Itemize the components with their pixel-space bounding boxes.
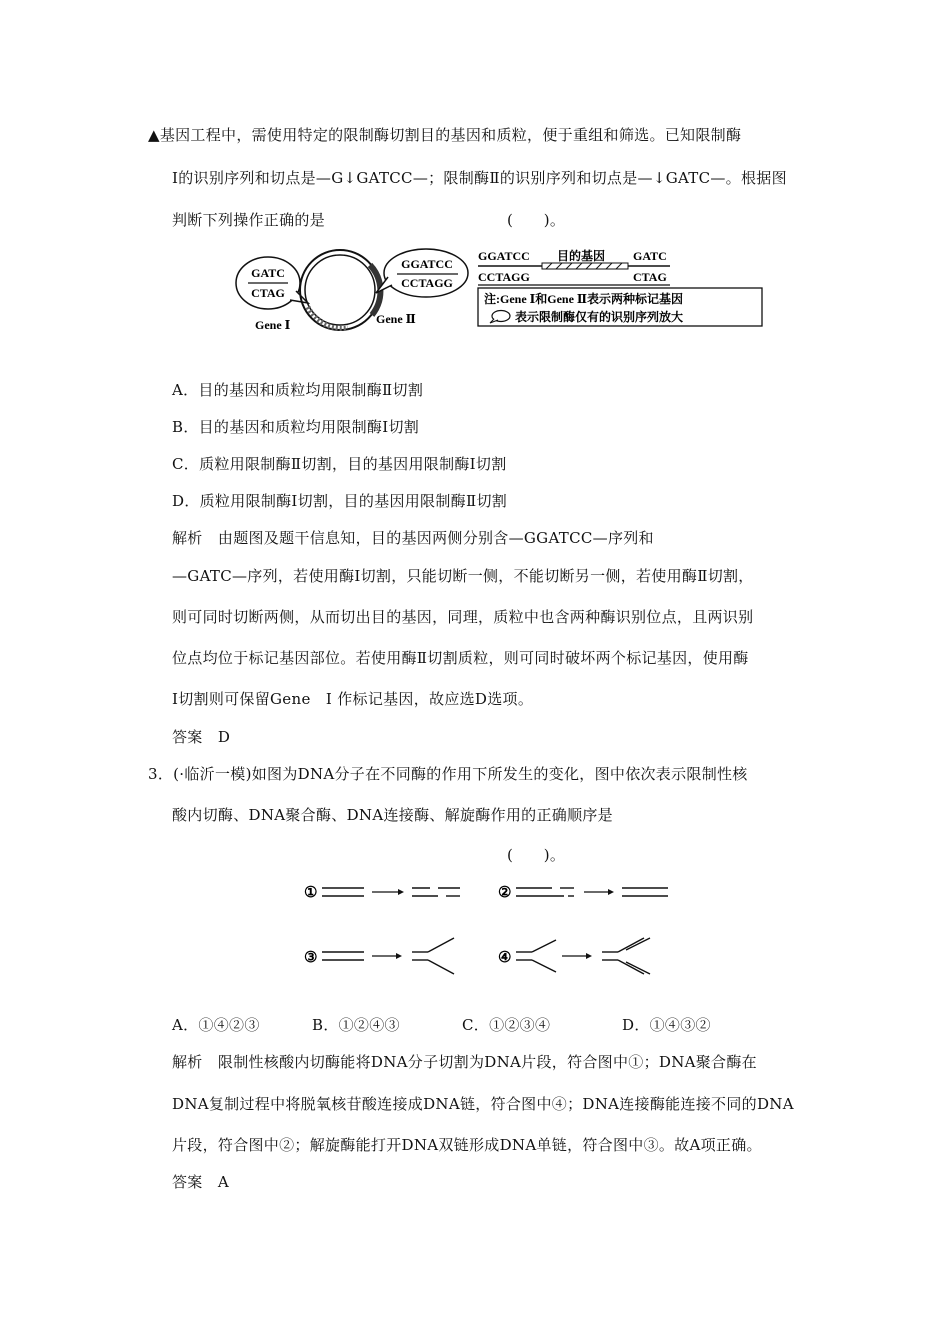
gene2-label: Gene Ⅱ [376, 312, 416, 326]
q2-answer-blank: ( )。 [507, 211, 566, 229]
q2-analysis-line-1: 解析 由题图及题干信息知，目的基因两侧分别含—GGATCC—序列和 [172, 529, 654, 547]
plasmid-figure [230, 245, 770, 340]
right-bubble-top: GGATCC [401, 257, 453, 271]
q2-analysis-line-3: 则可同时切断两侧，从而切出目的基因，同理，质粒中也含两种酶识别位点，且两识别 [172, 608, 754, 626]
q2-answer: 答案 D [172, 728, 231, 746]
target-gene-label: 目的基因 [557, 249, 606, 263]
left-bubble-bottom: CTAG [251, 286, 285, 300]
q2-stem-line-2: Ⅰ的识别序列和切点是—G↓GATCC—；限制酶Ⅱ的识别序列和切点是—↓GATC—。根据图 [172, 169, 787, 187]
seq-right-top: GATC [633, 249, 667, 263]
q2-option-b: B．目的基因和质粒均用限制酶Ⅰ切割 [172, 418, 420, 436]
label-4: ④ [498, 950, 512, 966]
q2-option-c: C．质粒用限制酶Ⅱ切割，目的基因用限制酶Ⅰ切割 [172, 455, 507, 473]
q3-analysis-line-2: DNA复制过程中将脱氧核苷酸连接成DNA链，符合图中④；DNA连接酶能连接不同的DNA [172, 1095, 794, 1113]
label-1: ① [304, 885, 318, 901]
q2-analysis-line-4: 位点均位于标记基因部位。若使用酶Ⅱ切割质粒，则可同时破坏两个标记基因，使用酶 [172, 649, 749, 667]
q3-analysis-line-1: 解析 限制性核酸内切酶能将DNA分子切割为DNA片段，符合图中①；DNA聚合酶在 [172, 1053, 757, 1071]
q2-stem-line-1: ▲基因工程中，需使用特定的限制酶切割目的基因和质粒，便于重组和筛选。已知限制酶 [148, 126, 742, 144]
q2-stem-line-3: 判断下列操作正确的是 [172, 211, 326, 229]
target-gene-bar [542, 263, 628, 269]
q3-stem-line-1: 3．(·临沂一模)如图为DNA分子在不同酶的作用下所发生的变化，图中依次表示限制性核 [148, 765, 748, 783]
q3-option-c: C．①②③④ [462, 1016, 551, 1034]
label-2: ② [498, 885, 512, 901]
plasmid-ring [300, 250, 380, 330]
seq-left-bottom: CCTAGG [478, 270, 530, 284]
q3-analysis-line-3: 片段，符合图中②；解旋酶能打开DNA双链形成DNA单链，符合图中③。故A项正确。 [172, 1136, 762, 1154]
q3-option-a: A．①④②③ [172, 1016, 260, 1034]
note-line-2: 表示限制酶仅有的识别序列放大 [515, 310, 684, 324]
q2-option-a: A．目的基因和质粒均用限制酶Ⅱ切割 [172, 381, 424, 399]
q2-analysis-line-2: —GATC—序列，若使用酶Ⅰ切割，只能切断一侧，不能切断另一侧，若使用酶Ⅱ切割， [172, 567, 754, 585]
q3-answer: 答案 A [172, 1173, 230, 1191]
label-3: ③ [304, 950, 318, 966]
seq-right-bottom: CTAG [633, 270, 667, 284]
note-line-1: 注:Gene Ⅰ和Gene Ⅱ表示两种标记基因 [484, 292, 684, 306]
q3-answer-blank: ( )。 [507, 846, 566, 864]
right-bubble-bottom: CCTAGG [401, 276, 453, 290]
seq-left-top: GGATCC [478, 249, 530, 263]
q2-analysis-line-5: Ⅰ切割则可保留Gene Ⅰ 作标记基因，故应选D选项。 [172, 690, 534, 708]
gene1-label: Gene Ⅰ [255, 318, 291, 332]
q3-option-d: D．①④③② [622, 1016, 711, 1034]
q2-option-d: D．质粒用限制酶Ⅰ切割，目的基因用限制酶Ⅱ切割 [172, 492, 508, 510]
left-bubble-top: GATC [251, 266, 285, 280]
q3-option-b: B．①②④③ [312, 1016, 400, 1034]
dna-enzyme-figure [300, 870, 680, 980]
q3-stem-line-2: 酸内切酶、DNA聚合酶、DNA连接酶、解旋酶作用的正确顺序是 [172, 806, 613, 824]
